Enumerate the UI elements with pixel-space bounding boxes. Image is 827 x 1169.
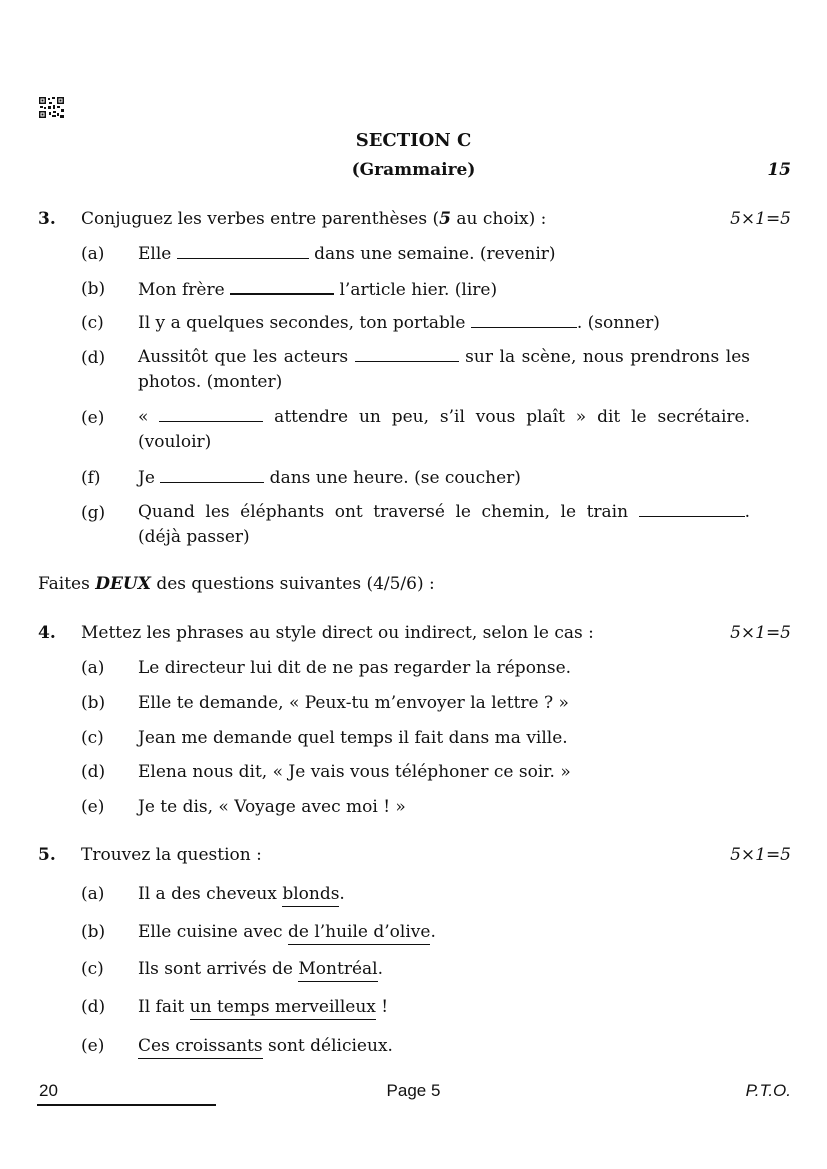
underlined-answer: un temps merveilleux bbox=[190, 997, 376, 1020]
answer-blank bbox=[177, 244, 309, 259]
item-label: (d) bbox=[81, 997, 106, 1017]
underlined-answer: de l’huile d’olive bbox=[288, 922, 430, 945]
question-number: 3. bbox=[38, 209, 56, 229]
underlined-answer: Montréal bbox=[298, 959, 377, 982]
answer-blank bbox=[355, 347, 459, 362]
list-item: Jean me demande quel temps il fait dans ma ville. bbox=[138, 728, 568, 748]
list-item: Ces croissants sont délicieux. bbox=[138, 1036, 393, 1056]
list-item: « attendre un peu, s’il vous plaît » dit le secrétaire. (vouloir) bbox=[138, 407, 750, 452]
page-number: Page 5 bbox=[386, 1081, 441, 1100]
answer-blank bbox=[471, 313, 577, 328]
item-label: (b) bbox=[81, 693, 106, 713]
answer-blank bbox=[160, 468, 264, 483]
underlined-answer: blonds bbox=[282, 884, 339, 907]
item-label: (e) bbox=[81, 1036, 105, 1056]
list-item: Je te dis, « Voyage avec moi ! » bbox=[138, 797, 406, 817]
underlined-answer: Ces croissants bbox=[138, 1036, 263, 1059]
answer-blank bbox=[639, 502, 745, 517]
section-title: SECTION C bbox=[355, 130, 472, 151]
list-item: Elle cuisine avec de l’huile d’olive. bbox=[138, 922, 436, 942]
list-item: Le directeur lui dit de ne pas regarder la réponse. bbox=[138, 658, 572, 678]
choice-instruction: Faites DEUX des questions suivantes (4/5/6) : bbox=[38, 574, 435, 594]
item-label: (e) bbox=[81, 797, 105, 817]
item-label: (g) bbox=[81, 503, 106, 523]
item-label: (a) bbox=[81, 244, 105, 264]
list-item: Je dans une heure. (se coucher) bbox=[138, 468, 521, 488]
question-instruction: Conjuguez les verbes entre parenthèses (5 au choix) : bbox=[81, 209, 547, 229]
question-number: 4. bbox=[38, 623, 56, 643]
question-marks: 5×1=5 bbox=[730, 845, 791, 865]
item-label: (c) bbox=[81, 313, 104, 333]
list-item: Il fait un temps merveilleux ! bbox=[138, 997, 388, 1017]
item-label: (f) bbox=[81, 468, 101, 488]
question-instruction: Trouvez la question : bbox=[81, 845, 262, 865]
question-marks: 5×1=5 bbox=[730, 623, 791, 643]
paper-code: 20 bbox=[39, 1081, 58, 1100]
section-subtitle: (Grammaire) bbox=[351, 160, 476, 180]
list-item: Il a des cheveux blonds. bbox=[138, 884, 345, 904]
pto-label: P.T.O. bbox=[745, 1081, 791, 1100]
list-item: Ils sont arrivés de Montréal. bbox=[138, 959, 383, 979]
item-label: (c) bbox=[81, 728, 104, 748]
item-label: (b) bbox=[81, 279, 106, 299]
question-number: 5. bbox=[38, 845, 56, 865]
answer-blank bbox=[159, 407, 263, 422]
list-item: Elena nous dit, « Je vais vous téléphoner ce soir. » bbox=[138, 762, 571, 782]
list-item: Quand les éléphants ont traversé le chemin, le train . (déjà passer) bbox=[138, 502, 750, 547]
item-label: (c) bbox=[81, 959, 104, 979]
qr-code-icon bbox=[39, 97, 64, 118]
item-label: (a) bbox=[81, 884, 105, 904]
list-item: Mon frère l’article hier. (lire) bbox=[138, 280, 498, 300]
list-item: Il y a quelques secondes, ton portable . (sonner) bbox=[138, 313, 660, 333]
section-marks: 15 bbox=[767, 160, 791, 180]
footer-rule bbox=[37, 1104, 216, 1106]
list-item: Elle te demande, « Peux-tu m’envoyer la lettre ? » bbox=[138, 693, 569, 713]
question-marks: 5×1=5 bbox=[730, 209, 791, 229]
list-item: Aussitôt que les acteurs sur la scène, nous prendrons les photos. (monter) bbox=[138, 347, 750, 392]
item-label: (d) bbox=[81, 348, 106, 368]
item-label: (b) bbox=[81, 922, 106, 942]
answer-blank bbox=[230, 279, 334, 295]
item-label: (a) bbox=[81, 658, 105, 678]
item-label: (d) bbox=[81, 762, 106, 782]
item-label: (e) bbox=[81, 408, 105, 428]
question-instruction: Mettez les phrases au style direct ou indirect, selon le cas : bbox=[81, 623, 594, 643]
list-item: Elle dans une semaine. (revenir) bbox=[138, 244, 556, 264]
